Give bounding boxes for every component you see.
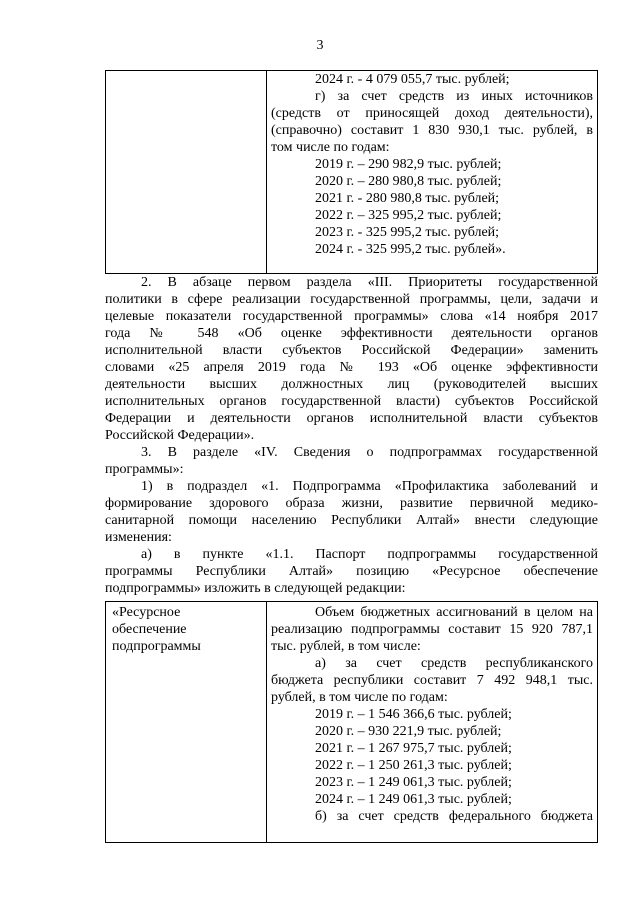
table-label-line: обеспечение — [112, 622, 187, 637]
paragraph-line: словами «25 апреля 2019 года № 193 «Об оценке эффективности — [105, 360, 598, 375]
page-number: 3 — [316, 38, 324, 53]
paragraph-line: изменения: — [105, 530, 172, 545]
table-line: бюджета республики составит 7 492 948,1 тыс. — [271, 673, 593, 688]
table-line: 2020 г. – 280 980,8 тыс. рублей; — [315, 174, 502, 189]
table-line: 2021 г. - 280 980,8 тыс. рублей; — [315, 191, 500, 206]
paragraph-line: политики в сфере реализации государственной программы, цели, задачи и — [105, 292, 598, 307]
paragraph-line: деятельности высших должностных лиц (руководителей высших — [105, 377, 598, 392]
table-line: а) за счет средств республиканского — [315, 656, 593, 671]
table-line: рублей, в том числе по годам: — [271, 690, 448, 705]
paragraph-line: формирование здорового образа жизни, развитие первичной медико- — [105, 496, 598, 511]
table-left-cell — [106, 602, 267, 842]
table-line: г) за счет средств из иных источников — [315, 89, 593, 104]
paragraph-line: подпрограммы» изложить в следующей редакции: — [105, 581, 406, 596]
table-line: (средств от приносящей доход деятельности), — [271, 106, 593, 121]
table-left-cell — [106, 71, 267, 273]
paragraph-line: 2. В абзаце первом раздела «III. Приоритеты государственной — [141, 275, 598, 290]
paragraph-line: а) в пункте «1.1. Паспорт подпрограммы государственной — [141, 547, 598, 562]
resources-table-continued — [105, 70, 598, 274]
table-label-line: «Ресурсное — [112, 605, 181, 620]
paragraph-line: 3. В разделе «IV. Сведения о подпрограммах государственной — [141, 445, 598, 460]
paragraph-line: Федерации и деятельности органов исполнительной власти субъектов — [105, 411, 598, 426]
table-line: 2024 г. - 4 079 055,7 тыс. рублей; — [315, 72, 510, 87]
paragraph-line: исполнительной власти субъектов Российской Федерации» заменить — [105, 343, 598, 358]
table-line: 2024 г. – 1 249 061,3 тыс. рублей; — [315, 792, 512, 807]
paragraph-line: года № 548 «Об оценке эффективности деятельности органов — [105, 326, 598, 341]
table-line: Объем бюджетных ассигнований в целом на — [315, 605, 593, 620]
paragraph-line: Российской Федерации». — [105, 428, 255, 443]
paragraph-line: целевые показатели государственной программы» слова «14 ноября 2017 — [105, 309, 598, 324]
table-line: б) за счет средств федерального бюджета — [315, 809, 593, 824]
table-line: 2019 г. – 290 982,9 тыс. рублей; — [315, 157, 502, 172]
table-line: 2022 г. – 325 995,2 тыс. рублей; — [315, 208, 502, 223]
table-line: тыс. рублей, в том числе: — [271, 639, 421, 654]
paragraph-line: 1) в подраздел «1. Подпрограмма «Профилактика заболеваний и — [141, 479, 598, 494]
table-line: 2019 г. – 1 546 366,6 тыс. рублей; — [315, 707, 512, 722]
paragraph-line: программы Республики Алтай» позицию «Ресурсное обеспечение — [105, 564, 598, 579]
table-label-line: подпрограммы — [112, 639, 201, 654]
table-line: том числе по годам: — [271, 140, 390, 155]
paragraph-line: санитарной помощи населению Республики Алтай» внести следующие — [105, 513, 598, 528]
table-line: 2022 г. – 1 250 261,3 тыс. рублей; — [315, 758, 512, 773]
resources-table — [105, 601, 598, 843]
table-line: реализацию подпрограммы составит 15 920 787,1 — [271, 622, 593, 637]
table-line: 2024 г. - 325 995,2 тыс. рублей». — [315, 242, 506, 257]
table-line: 2020 г. – 930 221,9 тыс. рублей; — [315, 724, 502, 739]
table-line: 2023 г. – 1 249 061,3 тыс. рублей; — [315, 775, 512, 790]
table-line: (справочно) составит 1 830 930,1 тыс. рублей, в — [271, 123, 593, 138]
paragraph-line: исполнительных органов государственной власти) субъектов Российской — [105, 394, 598, 409]
table-line: 2023 г. - 325 995,2 тыс. рублей; — [315, 225, 500, 240]
paragraph-line: программы»: — [105, 462, 184, 477]
table-line: 2021 г. – 1 267 975,7 тыс. рублей; — [315, 741, 512, 756]
